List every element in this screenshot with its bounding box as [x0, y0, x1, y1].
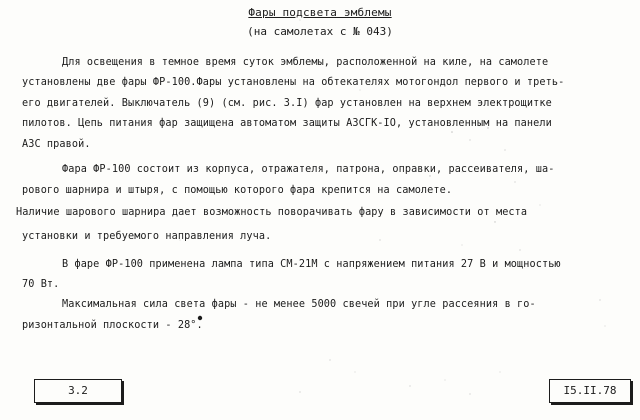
paragraph-line: В фаре ФР-100 применена лампа типа СМ-21М с напряжением питания 27 В и мощностью	[62, 259, 561, 270]
section-subtitle: (на самолетах с № 043)	[247, 25, 393, 38]
paragraph-line: Максимальная сила света фары - не менее 5000 свечей при угле рассеяния в го-	[62, 299, 536, 310]
paragraph-line: Для освещения в темное время суток эмблемы, расположенной на киле, на самолете	[62, 57, 549, 68]
paragraph-line: установлены две фары ФР-100.Фары установлены на обтекателях мотогондол первого и треть-	[22, 77, 565, 88]
paragraph-line: АЗС правой.	[22, 139, 91, 150]
date-box: I5.II.78	[549, 379, 631, 403]
paragraph-line: Фара ФР-100 состоит из корпуса, отражателя, патрона, оправки, рассеивателя, ша-	[62, 164, 555, 175]
paragraph-line: Наличие шарового шарнира дает возможность поворачивать фару в зависимости от места	[16, 207, 528, 218]
section-title: Фары подсвета эмблемы	[248, 6, 392, 19]
paragraph-line: его двигателей. Выключатель (9) (см. рис. 3.I) фар установлен на верхнем электрощитке	[22, 98, 552, 109]
paragraph-line: 70 Вт.	[22, 279, 60, 290]
paragraph-line: рового шарнира и штыря, с помощью которого фара крепится на самолете.	[22, 185, 453, 196]
page-number-box: 3.2	[34, 379, 122, 403]
paragraph-line: установки и требуемого направления луча.	[22, 231, 272, 242]
paragraph-line: ризонтальной плоскости - 28°.	[22, 320, 203, 331]
paragraph-line: пилотов. Цепь питания фар защищена автоматом защиты АЗСГК-IO, установленным на панели	[22, 118, 552, 129]
